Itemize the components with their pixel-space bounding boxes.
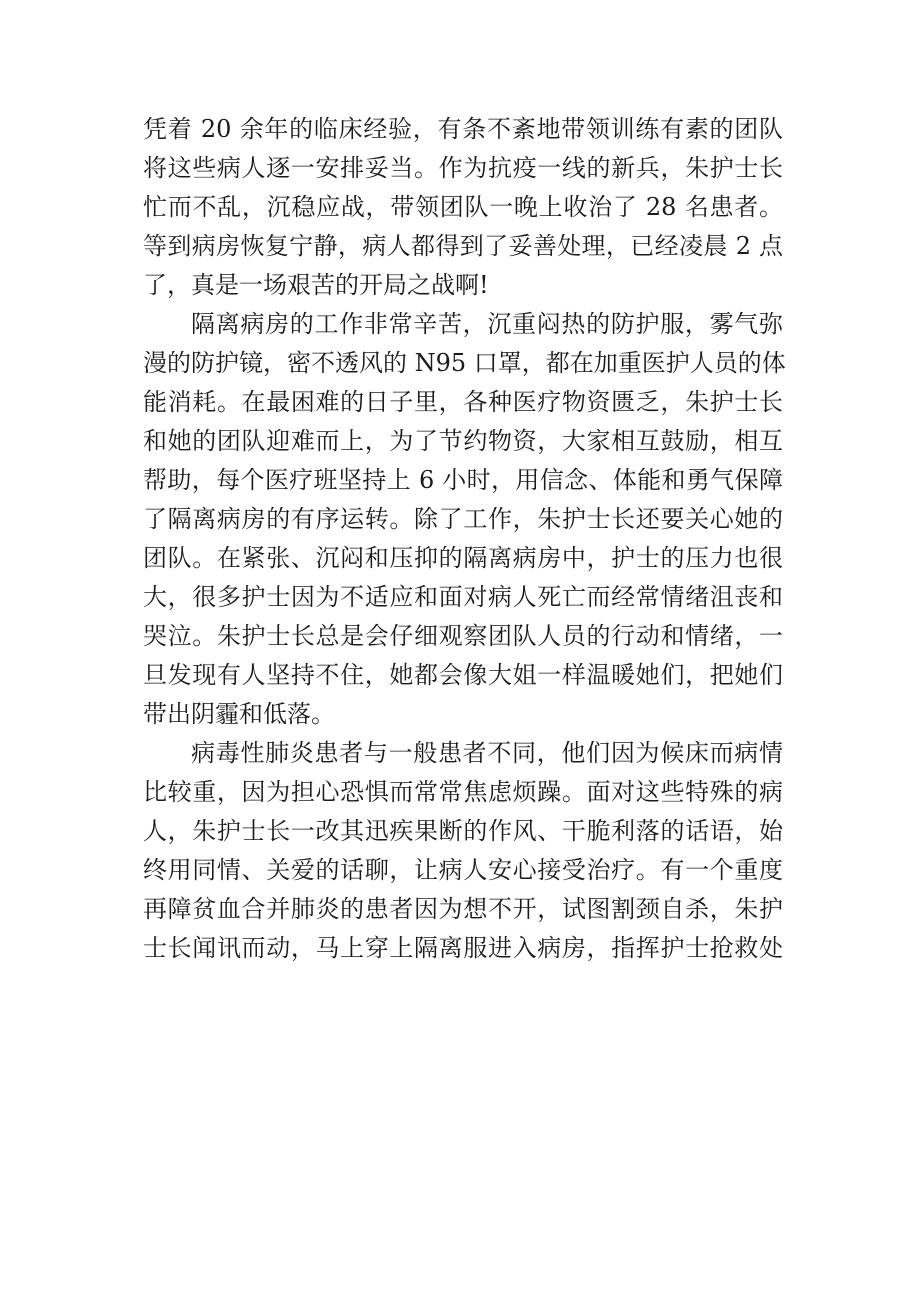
text-line: 士长闻讯而动，马上穿上隔离服进入病房，指挥护士抢救处	[143, 934, 783, 962]
text-line: 等到病房恢复宁静，病人都得到了妥善处理，已经凌晨 2 点	[143, 232, 783, 260]
text-line: 旦发现有人坚持不住，她都会像大姐一样温暖她们，把她们	[143, 661, 783, 689]
text-line: 凭着 20 余年的临床经验，有条不紊地带领训练有素的团队	[143, 115, 783, 143]
text-line: 终用同情、关爱的话聊，让病人安心接受治疗。有一个重度	[143, 856, 783, 884]
text-line: 了，真是一场艰苦的开局之战啊!	[143, 271, 489, 299]
text-line: 人，朱护士长一改其迅疾果断的作风、干脆利落的话语，始	[143, 817, 783, 845]
text-line: 了隔离病房的有序运转。除了工作，朱护士长还要关心她的	[143, 505, 783, 533]
text-line: 带出阴霾和低落。	[143, 700, 335, 728]
paragraph-first-line: 隔离病房的工作非常辛苦，沉重闷热的防护服，雾气弥	[191, 310, 783, 338]
text-line: 哭泣。朱护士长总是会仔细观察团队人员的行动和情绪，一	[143, 622, 783, 650]
text-line: 漫的防护镜，密不透风的 N95 口罩，都在加重医护人员的体	[143, 349, 786, 377]
text-line: 再障贫血合并肺炎的患者因为想不开，试图割颈自杀，朱护	[143, 895, 783, 923]
text-line: 能消耗。在最困难的日子里，各种医疗物资匮乏，朱护士长	[143, 388, 783, 416]
text-line: 忙而不乱，沉稳应战，带领团队一晚上收治了 28 名患者。	[143, 193, 783, 221]
text-line: 和她的团队迎难而上，为了节约物资，大家相互鼓励，相互	[143, 427, 783, 455]
paragraph-first-line: 病毒性肺炎患者与一般患者不同，他们因为候床而病情	[191, 739, 783, 767]
text-line: 比较重，因为担心恐惧而常常焦虑烦躁。面对这些特殊的病	[143, 778, 783, 806]
text-line: 大，很多护士因为不适应和面对病人死亡而经常情绪沮丧和	[143, 583, 783, 611]
text-line: 团队。在紧张、沉闷和压抑的隔离病房中，护士的压力也很	[143, 544, 783, 572]
text-line: 将这些病人逐一安排妥当。作为抗疫一线的新兵，朱护士长	[143, 154, 783, 182]
text-line: 帮助，每个医疗班坚持上 6 小时，用信念、体能和勇气保障	[143, 466, 783, 494]
article-body	[143, 110, 786, 968]
